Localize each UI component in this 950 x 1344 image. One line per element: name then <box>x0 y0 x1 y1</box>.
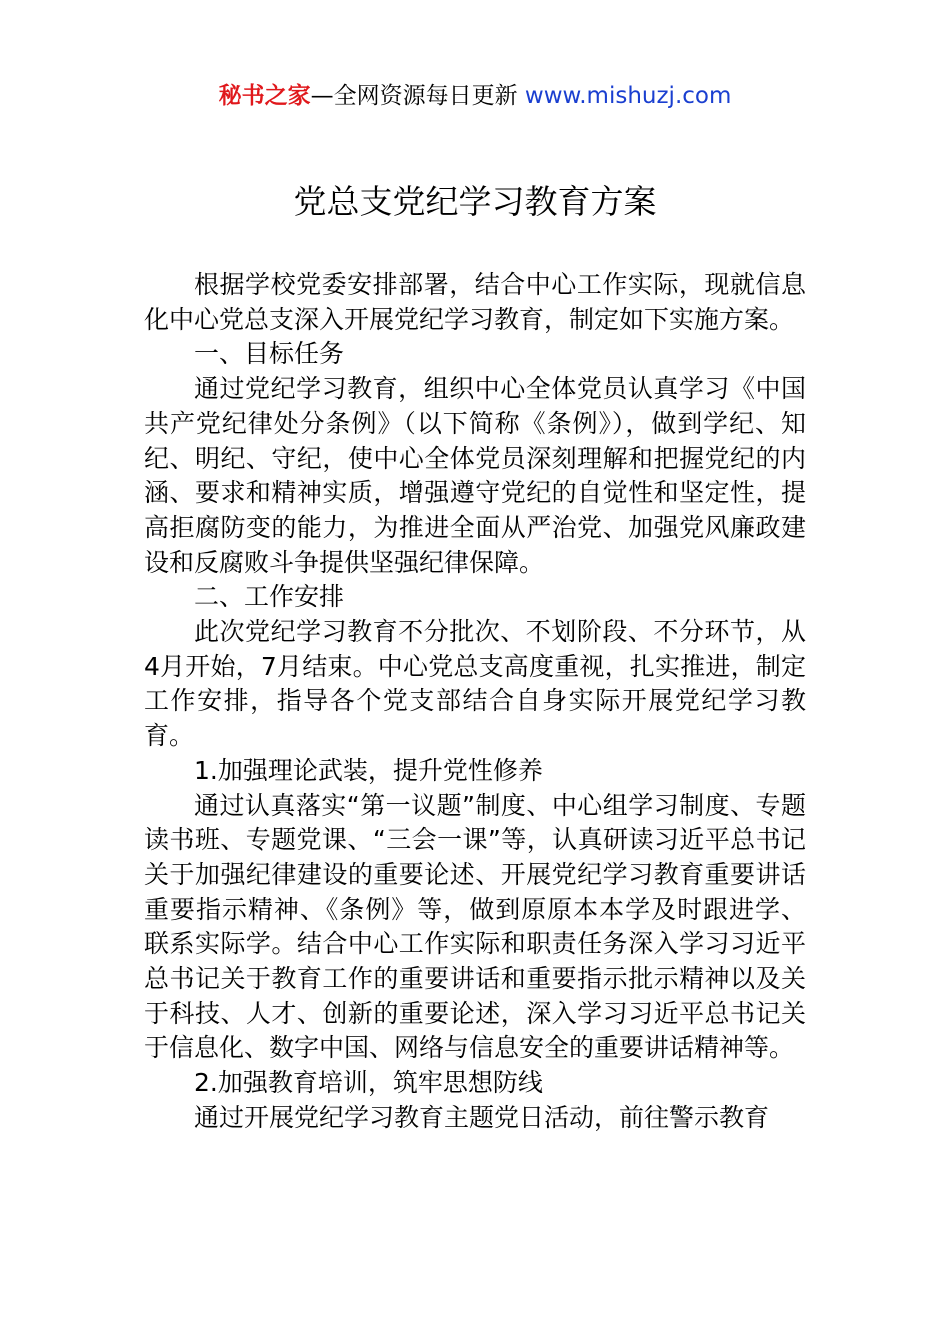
subheading-training: 2.加强教育培训，筑牢思想防线 <box>194 1068 543 1098</box>
document-title: 党总支党纪学习教育方案 <box>293 182 657 221</box>
arrangement-paragraph: 此次党纪学习教育不分批次、不划阶段、不分环节，从4月开始，7月结束。中心党总支高度重视，扎实推进，制定工作安排，指导各个党支部结合自身实际开展党纪学习教育。 <box>144 617 806 751</box>
section-heading-arrangement: 二、工作安排 <box>194 582 345 612</box>
training-paragraph: 通过开展党纪学习教育主题党日活动，前往警示教育 <box>194 1102 770 1132</box>
header-tagline: —全网资源每日更新 <box>310 83 518 109</box>
section-heading-goals: 一、目标任务 <box>194 339 345 369</box>
site-url[interactable]: www.mishuzj.com <box>524 83 732 109</box>
goals-paragraph: 通过党纪学习教育，组织中心全体党员认真学习《中国共产党纪律处分条例》（以下简称《条例》），做到学纪、知纪、明纪、守纪，使中心全体党员深刻理解和把握党纪的内涵、要求和精神实质，增强遵守党纪的自觉性和坚定性，提高拒腐防变的能力，为推进全面从严治党、加强党风廉政建设和反腐败斗争提供坚强纪律保障。 <box>144 374 806 577</box>
brand-name: 秘书之家 <box>218 83 311 109</box>
intro-paragraph: 根据学校党委安排部署，结合中心工作实际，现就信息化中心党总支深入开展党纪学习教育，制定如下实施方案。 <box>144 270 806 334</box>
theory-paragraph: 通过认真落实“第一议题”制度、中心组学习制度、专题读书班、专题党课、“三会一课”等，认真研读习近平总书记关于加强纪律建设的重要论述、开展党纪学习教育重要讲话重要指示精神、《条例》等，做到原原本本学及时跟进学、联系实际学。结合中心工作实际和职责任务深入学习习近平总书记关于教育工作的重要讲话和重要指示批示精神以及关于科技、人才、创新的重要论述，深入学习习近平总书记关于信息化、数字中国、网络与信息安全的重要讲话精神等。 <box>144 790 806 1063</box>
subheading-theory: 1.加强理论武装，提升党性修养 <box>194 755 543 785</box>
document-body <box>144 268 806 1136</box>
site-header <box>0 80 950 112</box>
